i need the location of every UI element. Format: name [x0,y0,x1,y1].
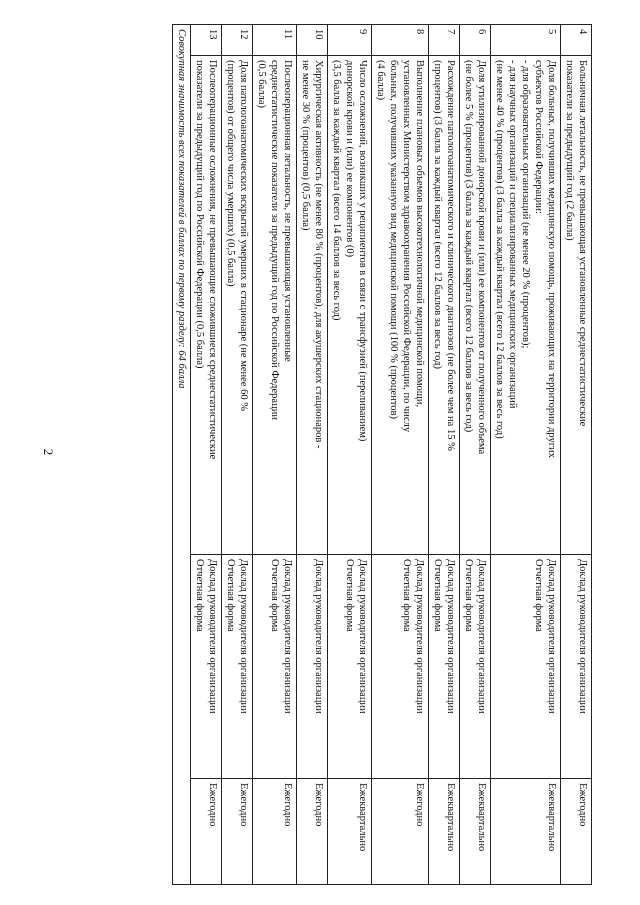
page-number: 2 [41,448,56,456]
criterion-line: больных, получивших указанную вид медицинской помощи (100 % (процентов) [388,60,399,419]
criterion-line: - для образовательных организаций (не менее 20 % (процентов); [520,60,531,349]
criterion-line: субъектов Российской Федерации: [533,60,544,214]
criterion-line: Доля утилизированной донорской крови и (или) ее компонентов от полученного объема [476,60,487,455]
source-line: Доклад руководителя организации [577,559,588,714]
table-row [372,25,429,885]
criterion-cell [561,56,592,555]
periodicity-cell: Ежеквартально [460,779,491,885]
criterion-line: (не более 5 % (процентов) (3 балла за каждый квартал (всего 12 баллов за весь год) [463,60,474,433]
row-number-cell: 7 [429,25,460,56]
total-text: Совокупная значимость всех показателей в баллах по первому разделу: 64 балла [173,25,191,885]
criterion-cell [297,56,328,555]
criterion-cell [429,56,460,555]
criterion-cell [460,56,491,555]
criterion-cell [222,56,253,555]
criterion-line: не менее 30 % (процентов) (0,5 балла) [300,60,311,231]
criteria-table-body [173,25,592,885]
table-row [253,25,297,885]
periodicity-cell: Ежегодно [222,779,253,885]
table-row [460,25,491,885]
criterion-line: Выполнение плановых объемов высокотехнологичной медицинской помощи, [414,60,425,408]
criterion-line: установленных Министерством здравоохранения Российской Федерации, по числу [401,60,412,433]
source-line: Доклад руководителя организации [546,559,557,714]
criterion-cell [491,56,561,555]
source-line: Доклад руководителя организации [357,559,368,714]
criterion-line: донорской крови и (или) ее компонентов (0) [344,60,355,258]
criterion-line: Больничная летальность, не превышающая установленные среднестатистические [577,60,588,427]
row-number-cell: 8 [372,25,429,56]
criteria-table [172,24,592,885]
table-row [561,25,592,885]
table-row [297,25,328,885]
criterion-cell [328,56,372,555]
criterion-line: Послеоперационная летальность, не превышающая установленные [282,60,293,362]
criterion-line: показатели за предыдущий год (2 балла) [564,60,575,241]
criterion-cell [253,56,297,555]
row-number-cell: 12 [222,25,253,56]
source-line: Отчетная форма [432,559,443,632]
source-line: Доклад руководителя организации [414,559,425,714]
source-cell [561,555,592,779]
source-line: Отчетная форма [194,559,205,632]
source-cell [372,555,429,779]
source-line: Отчетная форма [344,559,355,632]
periodicity-cell: Ежеквартально [491,779,561,885]
row-number-cell: 10 [297,25,328,56]
periodicity-cell: Ежегодно [372,779,429,885]
criterion-line: (процентов) от общего числа умерших) (0,5 балла) [225,60,236,287]
criterion-line: (3,5 балла за каждый квартал (всего 14 баллов за весь год) [331,60,342,321]
row-number-cell: 13 [191,25,222,56]
source-cell [222,555,253,779]
table-row [491,25,561,885]
periodicity-cell: Ежеквартально [429,779,460,885]
periodicity-cell: Ежегодно [297,779,328,885]
criterion-line: (0,5 балла) [256,60,267,108]
source-line: Отчетная форма [269,559,280,632]
row-number-cell: 6 [460,25,491,56]
criterion-cell [191,56,222,555]
row-number-cell: 9 [328,25,372,56]
total-row [173,25,191,885]
source-cell [460,555,491,779]
criterion-line: (4 балла) [375,60,386,101]
periodicity-cell: Ежеквартально [328,779,372,885]
source-cell [297,555,328,779]
row-number-cell: 5 [491,25,561,56]
source-cell [191,555,222,779]
criterion-line: показатели за предыдущий год по Российской Федерации (0,5 балла) [194,60,205,369]
criterion-line: Расхождение патологоанатомического и клинического диагнозов (не более чем на 15 % [445,60,456,451]
source-line: Отчетная форма [463,559,474,632]
source-line: Доклад руководителя организации [207,559,218,714]
table-row [328,25,372,885]
criterion-line: Хирургическая активность (не менее 80 % (процентов), для акушерских стационаров - [313,60,324,449]
table-row [429,25,460,885]
source-line: Доклад руководителя организации [476,559,487,714]
source-cell [253,555,297,779]
row-number-cell: 11 [253,25,297,56]
criterion-line: Доля больных, получивших медицинскую помощь, проживающих на территории других [546,60,557,458]
row-number-cell: 4 [561,25,592,56]
source-cell [328,555,372,779]
periodicity-cell: Ежегодно [561,779,592,885]
source-line: Доклад руководителя организации [238,559,249,714]
criterion-line: - для научных организаций и специализированных медицинских организаций [507,60,518,409]
periodicity-cell: Ежегодно [253,779,297,885]
source-line: Доклад руководителя организации [445,559,456,714]
table-row [222,25,253,885]
criterion-line: Послеоперационные осложнения, не превышающие сложившиеся среднестатистические [207,60,218,460]
criterion-line: среднестатистические показатели за предыдущий год по Российской Федерации [269,60,280,420]
periodicity-cell: Ежегодно [191,779,222,885]
table-row [191,25,222,885]
criterion-line: (процентов) (3 балла за каждый квартал (всего 12 баллов за весь год) [432,60,443,369]
criterion-cell [372,56,429,555]
source-cell [429,555,460,779]
criterion-line: Доля патологоанатомических вскрытий умерших в стационаре (не менее 60 % [238,60,249,411]
source-line: Отчетная форма [225,559,236,632]
source-cell [491,555,561,779]
criterion-line: Число осложнений, возникших у реципиентов в связи с трансфузией (переливанием) [357,60,368,442]
criterion-line: (не менее 40 % (процентов) (3 балла за каждый квартал (всего 12 баллов за весь год) [494,60,505,439]
source-line: Доклад руководителя организации [313,559,324,714]
source-line: Отчетная форма [533,559,544,632]
source-line: Отчетная форма [401,559,412,632]
source-line: Доклад руководителя организации [282,559,293,714]
